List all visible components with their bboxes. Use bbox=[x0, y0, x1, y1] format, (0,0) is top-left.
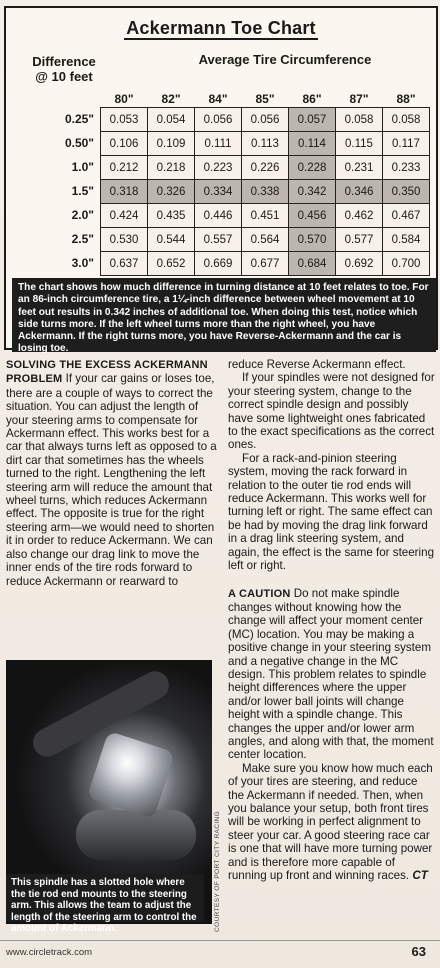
right-paragraph-2: If your spindles were not designed for your steering system, change to the correct spindle design and possibly have some lightweight ones fabricated to the exact specifications as the correct ones. bbox=[228, 371, 435, 452]
row-label: 0.25" bbox=[64, 111, 94, 126]
table-cell: 0.700 bbox=[383, 252, 430, 276]
table-cell: 0.058 bbox=[383, 108, 430, 132]
column-group-label: Average Tire Circumference bbox=[198, 52, 372, 67]
table-row bbox=[100, 228, 430, 252]
column-header-4: 86" bbox=[302, 91, 322, 106]
caution-heading: A CAUTION bbox=[228, 587, 291, 600]
table-cell: 0.233 bbox=[383, 156, 430, 180]
tie-rod-bolt-shape bbox=[87, 731, 175, 819]
table-row bbox=[100, 252, 430, 276]
table-cell: 0.446 bbox=[195, 204, 242, 228]
column-header-2: 84" bbox=[208, 91, 228, 106]
table-cell: 0.684 bbox=[289, 252, 336, 276]
table-row bbox=[100, 204, 430, 228]
table-cell: 0.054 bbox=[148, 108, 195, 132]
page-footer bbox=[0, 940, 440, 965]
table-cell: 0.637 bbox=[101, 252, 148, 276]
table-cell: 0.334 bbox=[195, 180, 242, 204]
section1-paragraph: SOLVING THE EXCESS ACKERMANN PROBLEM If your car gains or loses toe, there are a couple of ways to correct the situation. You can adjust the length of your steering arms to compensate for Ackermann effect. This works best for a car that always turns left as opposed to a dirt car that sometimes has the wheels turned to the right. Lengthening the left steering arm will reduce the amount that wheel turns, which reduces Ackermann effect. The opposite is true for the right steering arm—we would need to shorten it in order to reduce Ackermann. We can also change our drag link to move the inner ends of the tire rods forward to reduce Ackermann or rearward to bbox=[6, 359, 217, 588]
page-number: 63 bbox=[411, 944, 426, 959]
table-cell: 0.530 bbox=[101, 228, 148, 252]
photo-caption: This spindle has a slotted hole where the tie rod end mounts to the steering arm. This allows the team to adjust the length of the steering arm to control the amount of Ackermann. bbox=[6, 874, 204, 922]
table-cell: 0.057 bbox=[289, 108, 336, 132]
column-header-0: 80" bbox=[114, 91, 134, 106]
table-cell: 0.692 bbox=[336, 252, 383, 276]
table-row bbox=[100, 108, 430, 132]
chart-caption: The chart shows how much difference in turning distance at 10 feet relates to toe. For an 86-inch circumference tire, a 1¼-inch difference between wheel movement at 10 feet out results in 0.342 inches of additional toe. When doing this test, notice which side turns more. If the left wheel turns more than the right wheel, you have Ackermann. If the right turns more, you have Reverse-Ackermann and the car is losing toe. bbox=[12, 278, 436, 352]
table-cell: 0.577 bbox=[336, 228, 383, 252]
column-header-1: 82" bbox=[161, 91, 181, 106]
table-row bbox=[100, 132, 430, 156]
table-cell: 0.424 bbox=[101, 204, 148, 228]
table-cell: 0.669 bbox=[195, 252, 242, 276]
footer-url[interactable]: www.circletrack.com bbox=[6, 947, 93, 958]
right-paragraph-1: reduce Reverse Ackermann effect. bbox=[228, 358, 406, 371]
row-label: 0.50" bbox=[64, 135, 94, 150]
table-cell: 0.338 bbox=[242, 180, 289, 204]
table-cell: 0.451 bbox=[242, 204, 289, 228]
table-cell: 0.111 bbox=[195, 132, 242, 156]
section1-heading: SOLVING THE EXCESS ACKERMANN PROBLEM bbox=[6, 359, 208, 386]
table-cell: 0.462 bbox=[336, 204, 383, 228]
table-cell: 0.342 bbox=[289, 180, 336, 204]
table-cell: 0.113 bbox=[242, 132, 289, 156]
table-cell: 0.109 bbox=[148, 132, 195, 156]
chart-title: Ackermann Toe Chart bbox=[126, 18, 316, 38]
table-cell: 0.456 bbox=[289, 204, 336, 228]
row-label: 2.0" bbox=[71, 207, 94, 222]
table-cell: 0.467 bbox=[383, 204, 430, 228]
table-cell: 0.435 bbox=[148, 204, 195, 228]
table-cell: 0.652 bbox=[148, 252, 195, 276]
table-cell: 0.584 bbox=[383, 228, 430, 252]
table-cell: 0.218 bbox=[148, 156, 195, 180]
caution-paragraph: A CAUTION Do not make spindle changes without knowing how the change will affect your moment center (MC) location. You may be making a positive change in your steering system and a negative change in the MC design. This problem relates to spindle height differences where the upper and/or lower ball joints will change height with a spindle change. This changes the upper and/or lower arm angles, and along with that, the moment center location. bbox=[228, 586, 434, 762]
column-header-5: 87" bbox=[349, 91, 369, 106]
table-cell: 0.223 bbox=[195, 156, 242, 180]
column-header-3: 85" bbox=[255, 91, 275, 106]
row-header-label: Difference @ 10 feet bbox=[32, 54, 96, 84]
table-cell: 0.544 bbox=[148, 228, 195, 252]
toe-table bbox=[64, 90, 430, 276]
table-cell: 0.326 bbox=[148, 180, 195, 204]
row-label: 1.5" bbox=[71, 183, 94, 198]
table-cell: 0.114 bbox=[289, 132, 336, 156]
table-cell: 0.350 bbox=[383, 180, 430, 204]
right-paragraph-3: For a rack-and-pinion steering system, moving the rack forward in relation to the outer tie rod ends will reduce Ackermann. This works well for turning left or right. The same effect can be had by moving the drag link forward in a drag link steering system, and again, the effect is the same for steering left or right. bbox=[228, 451, 435, 573]
ackermann-toe-chart bbox=[4, 6, 438, 355]
table-cell: 0.557 bbox=[195, 228, 242, 252]
table-cell: 0.056 bbox=[195, 108, 242, 132]
table-cell: 0.117 bbox=[383, 132, 430, 156]
table-cell: 0.346 bbox=[336, 180, 383, 204]
left-column bbox=[6, 358, 218, 588]
table-cell: 0.570 bbox=[289, 228, 336, 252]
row-label: 3.0" bbox=[71, 255, 94, 270]
table-cell: 0.212 bbox=[101, 156, 148, 180]
table-cell: 0.226 bbox=[242, 156, 289, 180]
table-row bbox=[100, 156, 430, 180]
right-column bbox=[228, 358, 436, 882]
row-label: 2.5" bbox=[71, 231, 94, 246]
end-mark: CT bbox=[412, 869, 428, 883]
table-cell: 0.106 bbox=[101, 132, 148, 156]
table-row bbox=[100, 180, 430, 204]
table-cell: 0.564 bbox=[242, 228, 289, 252]
table-cell: 0.677 bbox=[242, 252, 289, 276]
right-paragraph-5: Make sure you know how much each of your tires are steering, and reduce the Ackermann if needed. Then, when you balance your setup, both front tires will be working in perfect alignment to steer your car. A good steering race car is one that will have more turning power and is therefore more capable of running up front and winning races. CT bbox=[228, 761, 433, 883]
table-cell: 0.228 bbox=[289, 156, 336, 180]
photo-credit: COURTESY OF PORT CITY RACING bbox=[214, 810, 221, 932]
column-header-6: 88" bbox=[396, 91, 416, 106]
table-cell: 0.056 bbox=[242, 108, 289, 132]
table-cell: 0.058 bbox=[336, 108, 383, 132]
table-cell: 0.053 bbox=[101, 108, 148, 132]
row-label: 1.0" bbox=[71, 159, 94, 174]
table-cell: 0.115 bbox=[336, 132, 383, 156]
spindle-body-shape bbox=[76, 810, 196, 860]
table-cell: 0.231 bbox=[336, 156, 383, 180]
table-cell: 0.318 bbox=[101, 180, 148, 204]
